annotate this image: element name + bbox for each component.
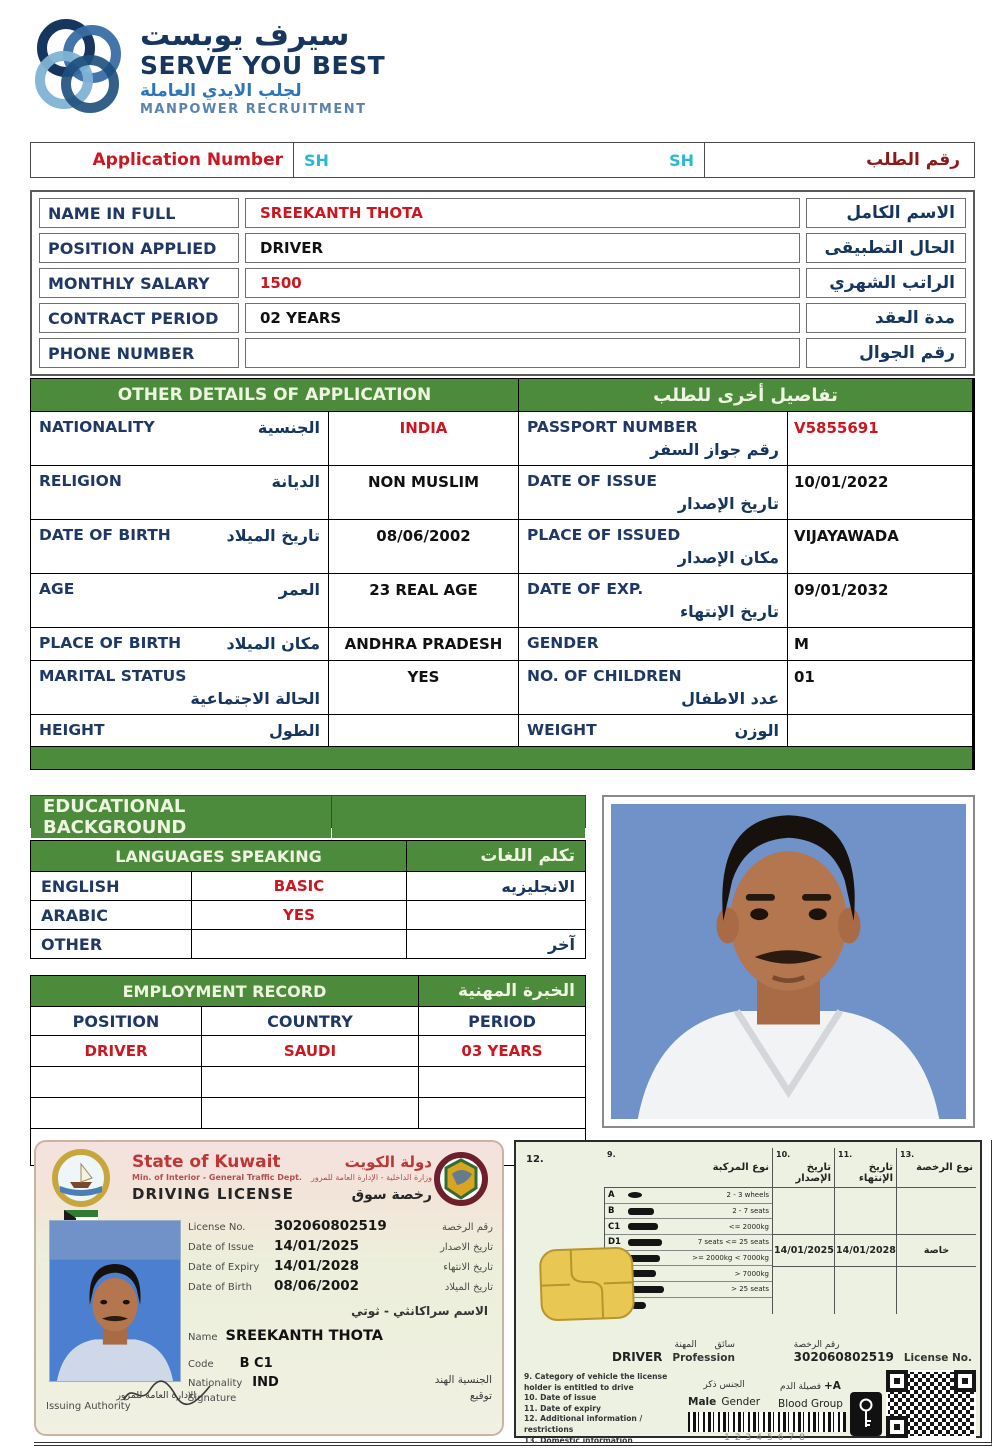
license-doc-title: DRIVING LICENSE (132, 1185, 294, 1203)
position-applied-value: DRIVER (245, 233, 800, 263)
other-language-label-arabic: آخر (407, 930, 585, 958)
empty-cell (31, 1067, 201, 1097)
vehicle-row-d1: D1 7 seats <= 25 seats (605, 1235, 772, 1251)
empty-cell (202, 1098, 418, 1128)
license-country-title-arabic: دولة الكويت (344, 1153, 432, 1171)
no-of-children-value: 01 (788, 661, 972, 714)
vehicle-row-d: > 25 seats (605, 1282, 772, 1298)
employment-record-header-arabic: الخبرة المهنية (419, 976, 585, 1006)
applicant-info-table (30, 190, 975, 376)
application-number-label: Application Number (92, 150, 283, 170)
educational-background-bar-right (332, 796, 585, 838)
nationality-value: INDIA (329, 412, 518, 465)
arabic-label: ARABIC (31, 901, 191, 929)
barcode-digits: 12345678 (724, 1433, 810, 1443)
application-number-value-right: SH (669, 150, 694, 170)
position-column-header: POSITION (31, 1007, 201, 1035)
qr-code (886, 1370, 976, 1442)
license-name-row: Name SREEKANTH THOTA (188, 1328, 383, 1344)
employment-record-header: EMPLOYMENT RECORD (31, 976, 418, 1006)
weight-value (788, 715, 972, 746)
empty-cell (419, 1067, 585, 1097)
car-icon (628, 1208, 654, 1215)
license-code-row: Code B C1 (188, 1356, 273, 1371)
educational-background-bar (30, 795, 586, 838)
period-column-header: PERIOD (419, 1007, 585, 1035)
application-number-label-arabic: رقم الطلب (866, 150, 960, 170)
empty-cell (31, 1098, 201, 1128)
vehicle-row-ce: > 7000kg (605, 1266, 772, 1282)
gender-value: M (788, 628, 972, 660)
name-in-full-label: NAME IN FULL (39, 198, 239, 228)
expiry-date-cell (834, 1188, 896, 1314)
monthly-salary-label-arabic: الراتب الشهري (806, 268, 966, 298)
empty-cell (202, 1067, 418, 1097)
agency-logo-knot-icon (30, 10, 126, 126)
gender-label: GENDER (519, 628, 787, 660)
application-number-bar (30, 142, 975, 178)
employment-period-value: 03 YEARS (419, 1036, 585, 1066)
license-name-arabic: الاسم سراكانثي - ثوتي (351, 1304, 488, 1318)
issue-date-cell (772, 1188, 834, 1314)
date-of-exp-label: DATE OF EXP. تاريخ الإنتهاء (519, 574, 787, 627)
english-label-arabic: الانجليزيه (407, 872, 585, 900)
agency-title-arabic: سيرف يوبست (140, 17, 350, 53)
phone-number-label: PHONE NUMBER (39, 338, 239, 368)
name-in-full-value: SREEKANTH THOTA (245, 198, 800, 228)
barcode-bars (688, 1412, 846, 1432)
application-number-value-cell (293, 143, 705, 177)
height-label: HEIGHT الطول (31, 715, 328, 746)
monthly-salary-value: 1500 (245, 268, 800, 298)
date-of-birth-label: DATE OF BIRTH تاريخ الميلاد (31, 520, 328, 573)
driving-license-front (34, 1140, 504, 1436)
date-of-exp-value: 09/01/2032 (788, 574, 972, 627)
profession-license-row: سائق المهنة DRIVER Profession رقم الرخصة 302060802519 License No. (612, 1340, 972, 1364)
place-of-birth-value: ANDHRA PRADESH (329, 628, 518, 660)
employment-country-value: SAUDI (202, 1036, 418, 1066)
driving-license-section (34, 1140, 992, 1446)
other-language-label: OTHER (31, 930, 191, 958)
signature-mark (122, 1378, 214, 1412)
table-row (39, 233, 966, 263)
marital-status-label: MARITAL STATUS الحالة الاجتماعية (31, 661, 328, 714)
country-column-header: COUNTRY (202, 1007, 418, 1035)
light-truck-icon (628, 1223, 658, 1230)
languages-table (30, 840, 586, 959)
expiry-date-column-header: 11. تاريخ الإنتهاء (834, 1148, 896, 1188)
license-nationality-arabic: الجنسية الهند (434, 1374, 492, 1386)
passport-number-value: V5855691 (788, 412, 972, 465)
other-details-footer-bar (31, 747, 972, 769)
motorcycle-icon (628, 1192, 642, 1198)
position-applied-label-arabic: الحال التطبيقى (806, 233, 966, 263)
license-doc-title-arabic: رخصة سوق (351, 1187, 432, 1203)
applicant-photo (611, 804, 966, 1119)
issue-date-column-header: 10. تاريخ الإصدار (772, 1148, 834, 1188)
table-row (39, 198, 966, 228)
english-label: ENGLISH (31, 872, 191, 900)
place-of-birth-label: PLACE OF BIRTH مكان الميلاد (31, 628, 328, 660)
profession-value: DRIVER (612, 1350, 663, 1364)
license-type-column-header: 13. نوع الرخصة (896, 1148, 976, 1188)
height-value (329, 715, 518, 746)
place-of-issued-label: PLACE OF ISSUED مكان الإصدار (519, 520, 787, 573)
contract-period-label: CONTRACT PERIOD (39, 303, 239, 333)
educational-background-title: EDUCATIONAL BACKGROUND (31, 796, 331, 838)
religion-label: RELIGION الديانة (31, 466, 328, 519)
license-type-cell (896, 1188, 976, 1314)
license-country-title: State of Kuwait (132, 1152, 281, 1172)
application-number-value-left: SH (304, 150, 329, 170)
vehicle-row-b: B 2 - 7 seats (605, 1204, 772, 1220)
license-signature-arabic: توقيع (469, 1390, 492, 1402)
driving-license-back (514, 1140, 982, 1445)
license-birth-date-row: Date of Birth 08/06/2002 تاريخ الميلاد (188, 1278, 493, 1294)
back-corner-number: 12. (526, 1154, 544, 1165)
contract-period-value: 02 YEARS (245, 303, 800, 333)
age-value: 23 REAL AGE (329, 574, 518, 627)
table-row (39, 268, 966, 298)
vehicle-row-c1: C1 <= 2000kg (605, 1219, 772, 1235)
profession-label: Profession (672, 1352, 735, 1364)
smart-chip-icon (539, 1246, 636, 1325)
other-language-value (192, 930, 406, 958)
agency-subtitle-arabic: لجلب الايدي العاملة (140, 81, 302, 102)
license-number-row: License No. 302060802519 رقم الرخصة (188, 1218, 493, 1234)
back-issue-date-value: 14/01/2025 (773, 1234, 834, 1267)
other-details-header: OTHER DETAILS OF APPLICATION (31, 379, 518, 411)
vehicle-type-column-header: 9. نوع المركبة (604, 1148, 772, 1188)
agency-title-english: SERVE YOU BEST (140, 50, 386, 80)
license-expiry-date-row: Date of Expiry 14/01/2028 تاريخ الانتهاء (188, 1258, 493, 1274)
place-of-issued-value: VIJAYAWADA (788, 520, 972, 573)
empty-cell (419, 1098, 585, 1128)
back-license-number: 302060802519 (793, 1350, 894, 1364)
weight-label: WEIGHT الوزن (519, 715, 787, 746)
marital-status-value: YES (329, 661, 518, 714)
agency-subtitle-english: MANPOWER RECRUITMENT (140, 101, 367, 117)
minibus-icon (628, 1239, 662, 1246)
license-issue-date-row: Date of Issue 14/01/2025 تاريخ الاصدار (188, 1238, 493, 1254)
religion-value: NON MUSLIM (329, 466, 518, 519)
no-of-children-label: NO. OF CHILDREN عدد الاطفال (519, 661, 787, 714)
license-type-value: خاصة (897, 1234, 976, 1267)
employment-position-value: DRIVER (31, 1036, 201, 1066)
other-details-header-arabic: تفاصيل أخرى للطلب (519, 379, 972, 411)
date-of-issue-label: DATE OF ISSUE تاريخ الإصدار (519, 466, 787, 519)
barcode (688, 1412, 846, 1443)
gender-block: الجنس ذكر Male Gender (688, 1380, 761, 1408)
agency-header (30, 10, 385, 126)
name-in-full-label-arabic: الاسم الكامل (806, 198, 966, 228)
gcc-emblem-icon (434, 1152, 488, 1210)
back-notes-list: 9. Category of vehicle the license holder is entitled to drive 10. Date of issue 11. Date of expiry 12. Additional information / restrictions 13. Domestic information (524, 1372, 668, 1445)
date-of-issue-value: 10/01/2022 (788, 466, 972, 519)
other-details-table (30, 378, 975, 770)
blood-group-block: A+ فصيلة الدم Blood Group (778, 1380, 843, 1410)
issuing-authority-block: الإدارة العامة للمرور Issuing Authority (46, 1390, 196, 1412)
license-photo (49, 1220, 181, 1382)
employment-record-table (30, 975, 586, 1166)
phone-number-value (245, 338, 800, 368)
license-signature-label: Signature (188, 1393, 237, 1404)
nationality-label: NATIONALITY الجنسية (31, 412, 328, 465)
back-expiry-date-value: 14/01/2028 (835, 1234, 896, 1267)
license-department: Min. of Interior - General Traffic Dept. (132, 1173, 302, 1182)
position-applied-label: POSITION APPLIED (39, 233, 239, 263)
languages-header-arabic: تكلم اللغات (407, 841, 585, 871)
license-department-arabic: وزارة الداخلية - الإدارة العامة للمرور (311, 1173, 432, 1182)
license-nationality-row: Nationality IND (188, 1375, 279, 1390)
vehicle-row-c: >= 2000kg < 7000kg (605, 1251, 772, 1267)
age-label: AGE العمر (31, 574, 328, 627)
key-symbol-icon (850, 1392, 882, 1436)
date-of-birth-value: 08/06/2002 (329, 520, 518, 573)
applicant-photo-frame (602, 795, 975, 1128)
vehicle-row-a: A 2 - 3 wheels (605, 1188, 772, 1204)
english-level-value: BASIC (192, 872, 406, 900)
contract-period-label-arabic: مدة العقد (806, 303, 966, 333)
phone-number-label-arabic: رقم الجوال (806, 338, 966, 368)
monthly-salary-label: MONTHLY SALARY (39, 268, 239, 298)
vehicle-category-table (604, 1148, 976, 1314)
table-row (39, 303, 966, 333)
passport-number-label: PASSPORT NUMBER رقم جواز السفر (519, 412, 787, 465)
table-row (39, 338, 966, 368)
arabic-label-arabic (407, 901, 585, 929)
languages-header: LANGUAGES SPEAKING (31, 841, 406, 871)
arabic-level-value: YES (192, 901, 406, 929)
